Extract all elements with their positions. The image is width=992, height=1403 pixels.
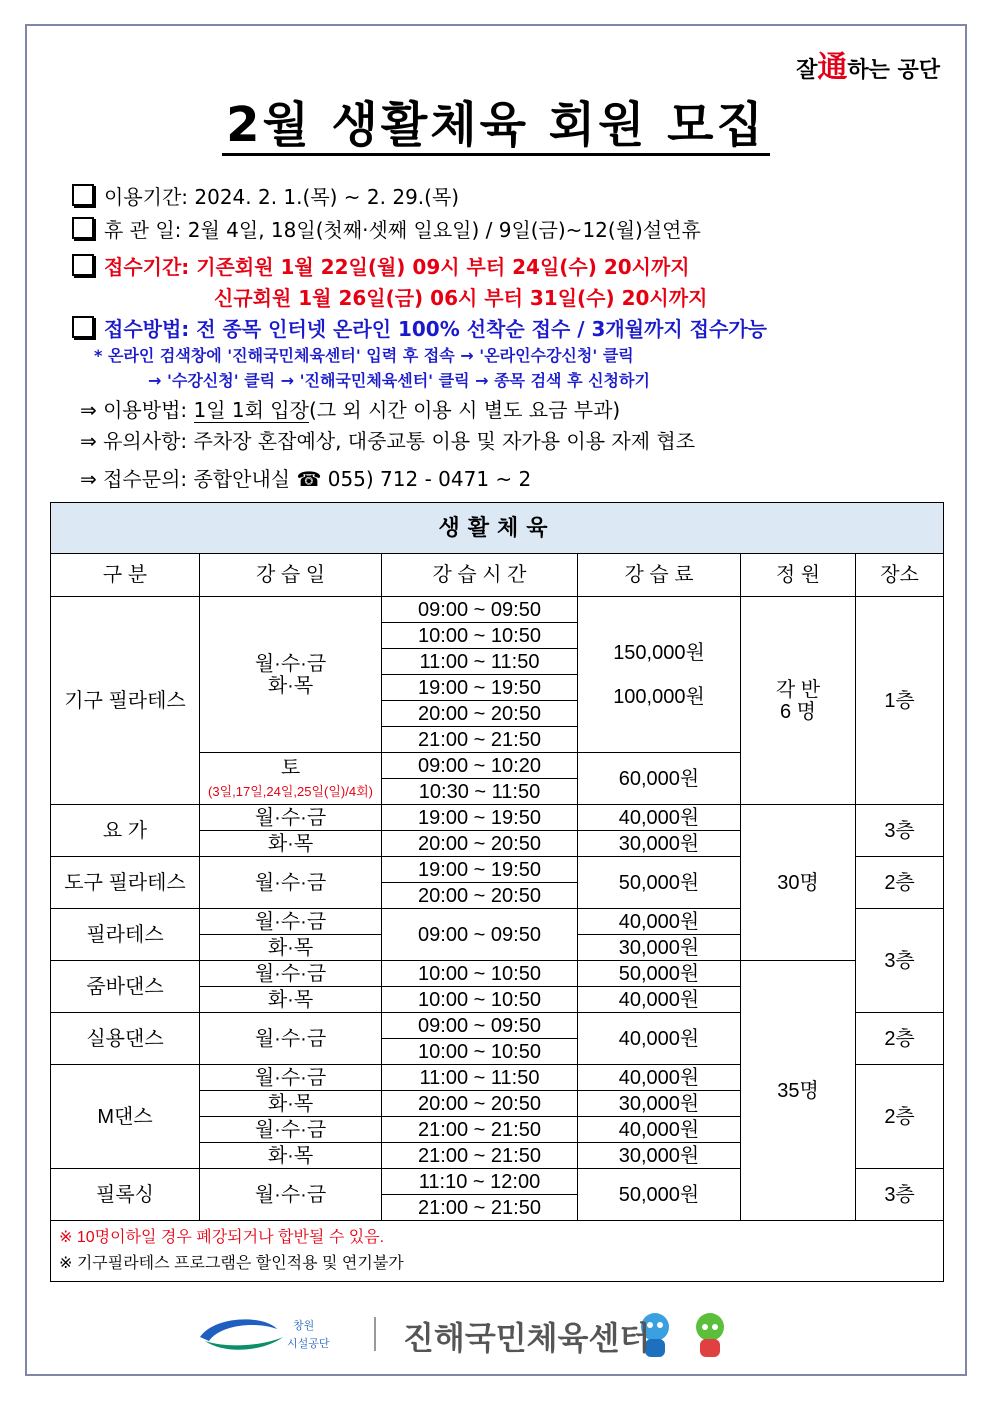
program-fee: 40,000원 bbox=[578, 1013, 741, 1065]
program-days: 월·수·금 bbox=[200, 1065, 382, 1091]
program-fee: 30,000원 bbox=[578, 1091, 741, 1117]
program-fee: 40,000원 bbox=[578, 909, 741, 935]
time-slot: 11:00 ~ 11:50 bbox=[382, 1065, 578, 1091]
time-slot: 21:00 ~ 21:50 bbox=[382, 727, 578, 753]
table-title: 생활체육 bbox=[51, 503, 944, 554]
program-fee: 40,000원 bbox=[578, 1117, 741, 1143]
capacity: 30명 bbox=[741, 805, 856, 961]
location: 3층 bbox=[856, 805, 944, 857]
col-header: 강 습 일 bbox=[200, 554, 382, 597]
logo-text-small: 시설공단 bbox=[287, 1337, 330, 1350]
mascot-green-icon bbox=[696, 1313, 724, 1357]
program-fee: 30,000원 bbox=[578, 935, 741, 961]
program-name: 실용댄스 bbox=[51, 1013, 200, 1065]
program-days: 화·목 bbox=[200, 1143, 382, 1169]
location: 2층 bbox=[856, 1013, 944, 1065]
time-slot: 20:00 ~ 20:50 bbox=[382, 883, 578, 909]
program-fee: 50,000원 bbox=[578, 1169, 741, 1221]
info-registration: 접수기간: 기존회원 1월 22일(월) 09시 부터 24일(수) 20시까지 bbox=[72, 251, 690, 280]
table-notes bbox=[51, 1221, 944, 1282]
program-days: 월·수·금 bbox=[200, 805, 382, 831]
time-slot: 10:00 ~ 10:50 bbox=[382, 961, 578, 987]
time-slot: 10:00 ~ 10:50 bbox=[382, 623, 578, 649]
time-slot: 11:10 ~ 12:00 bbox=[382, 1169, 578, 1195]
time-slot: 11:00 ~ 11:50 bbox=[382, 649, 578, 675]
program-name: 도구 필라테스 bbox=[51, 857, 200, 909]
program-name: 필록싱 bbox=[51, 1169, 200, 1221]
col-header: 강 습 시 간 bbox=[382, 554, 578, 597]
note-cancel: ※ 10명이하일 경우 폐강되거나 합반될 수 있음. bbox=[59, 1229, 385, 1246]
program-fee: 40,000원 bbox=[578, 987, 741, 1013]
program-days: 월·수·금 bbox=[200, 961, 382, 987]
program-days: 화·목 bbox=[200, 935, 382, 961]
program-days: 화·목 bbox=[200, 987, 382, 1013]
program-days: 화·목 bbox=[200, 1091, 382, 1117]
info-usage: ⇒ 이용방법: 1일 1회 입장(그 외 시간 이용 시 별도 요금 부과) bbox=[80, 398, 621, 422]
time-slot: 19:00 ~ 19:50 bbox=[382, 857, 578, 883]
info-method-step1: * 온라인 검색창에 '진해국민체육센터' 입력 후 접속 → '온라인수강신청' 클릭 bbox=[94, 346, 634, 365]
time-slot: 10:00 ~ 10:50 bbox=[382, 987, 578, 1013]
program-days: 화·목 bbox=[200, 831, 382, 857]
time-slot: 09:00 ~ 09:50 bbox=[382, 1013, 578, 1039]
time-slot: 19:00 ~ 19:50 bbox=[382, 675, 578, 701]
program-fee: 50,000원 bbox=[578, 961, 741, 987]
program-days: 토 (3일,17일,24일,25일(일)/4회) bbox=[200, 753, 382, 805]
checkbox-icon bbox=[72, 217, 94, 239]
capacity: 각 반 6 명 bbox=[741, 597, 856, 805]
program-fee: 40,000원 bbox=[578, 805, 741, 831]
time-slot: 09:00 ~ 10:20 bbox=[382, 753, 578, 779]
logo-text-small: 창원 bbox=[293, 1319, 315, 1332]
program-days: 월·수·금 bbox=[200, 857, 382, 909]
program-fee: 30,000원 bbox=[578, 831, 741, 857]
center-name: 진해국민체육센터 bbox=[403, 1319, 651, 1357]
program-name: 요 가 bbox=[51, 805, 200, 857]
program-name: 필라테스 bbox=[51, 909, 200, 961]
info-closed: 휴 관 일: 2월 4일, 18일(첫째·셋째 일요일) / 9일(금)~12(월)설연휴 bbox=[72, 214, 701, 243]
checkbox-icon bbox=[72, 254, 94, 276]
program-days: 월·수·금 bbox=[200, 1013, 382, 1065]
cheongwon-logo-swoosh-icon bbox=[200, 1319, 277, 1341]
schedule-table bbox=[50, 502, 944, 1282]
slogan: 잘通하는 공단 bbox=[796, 50, 940, 85]
program-name: 줌바댄스 bbox=[51, 961, 200, 1013]
program-days: 월·수·금 bbox=[200, 1117, 382, 1143]
program-fee: 150,000원 100,000원 bbox=[578, 597, 741, 753]
location: 2층 bbox=[856, 1065, 944, 1169]
program-days: 월·수·금 bbox=[200, 909, 382, 935]
program-name: 기구 필라테스 bbox=[51, 597, 200, 805]
time-slot: 10:30 ~ 11:50 bbox=[382, 779, 578, 805]
location: 3층 bbox=[856, 909, 944, 1013]
program-fee: 50,000원 bbox=[578, 857, 741, 909]
col-header: 구 분 bbox=[51, 554, 200, 597]
time-slot: 10:00 ~ 10:50 bbox=[382, 1039, 578, 1065]
info-contact: ⇒ 접수문의: 종합안내실 ☎ 055) 712 - 0471 ~ 2 bbox=[80, 467, 532, 491]
time-slot: 09:00 ~ 09:50 bbox=[382, 909, 578, 961]
col-header: 정 원 bbox=[741, 554, 856, 597]
program-days: 월·수·금 bbox=[200, 1169, 382, 1221]
note-discount: ※ 기구필라테스 프로그램은 할인적용 및 연기불가 bbox=[59, 1255, 404, 1272]
col-header: 장소 bbox=[856, 554, 944, 597]
checkbox-icon bbox=[72, 184, 94, 206]
info-registration-new: 신규회원 1월 26일(금) 06시 부터 31일(수) 20시까지 bbox=[214, 286, 708, 310]
page-title: 2월 생활체육 회원 모집 bbox=[0, 86, 992, 155]
col-header: 강 습 료 bbox=[578, 554, 741, 597]
program-fee: 30,000원 bbox=[578, 1143, 741, 1169]
location: 1층 bbox=[856, 597, 944, 805]
location: 3층 bbox=[856, 1169, 944, 1221]
time-slot: 21:00 ~ 21:50 bbox=[382, 1143, 578, 1169]
time-slot: 21:00 ~ 21:50 bbox=[382, 1195, 578, 1221]
program-fee: 40,000원 bbox=[578, 1065, 741, 1091]
info-period: 이용기간: 2024. 2. 1.(목) ~ 2. 29.(목) bbox=[72, 181, 459, 210]
program-name: M댄스 bbox=[51, 1065, 200, 1169]
time-slot: 19:00 ~ 19:50 bbox=[382, 805, 578, 831]
time-slot: 20:00 ~ 20:50 bbox=[382, 1091, 578, 1117]
capacity: 35명 bbox=[741, 961, 856, 1221]
program-fee: 60,000원 bbox=[578, 753, 741, 805]
time-slot: 20:00 ~ 20:50 bbox=[382, 831, 578, 857]
program-days: 월·수·금 화·목 bbox=[200, 597, 382, 753]
checkbox-icon bbox=[72, 316, 94, 338]
time-slot: 21:00 ~ 21:50 bbox=[382, 1117, 578, 1143]
time-slot: 09:00 ~ 09:50 bbox=[382, 597, 578, 623]
time-slot: 20:00 ~ 20:50 bbox=[382, 701, 578, 727]
info-method: 접수방법: 전 종목 인터넷 온라인 100% 선착순 접수 / 3개월까지 접수가능 bbox=[72, 313, 767, 342]
info-caution: ⇒ 유의사항: 주차장 혼잡예상, 대중교통 이용 및 자가용 이용 자제 협조 bbox=[80, 429, 696, 453]
info-method-step2: → '수강신청' 클릭 → '진해국민체육센터' 클릭 → 종목 검색 후 신청하기 bbox=[148, 371, 650, 390]
location: 2층 bbox=[856, 857, 944, 909]
